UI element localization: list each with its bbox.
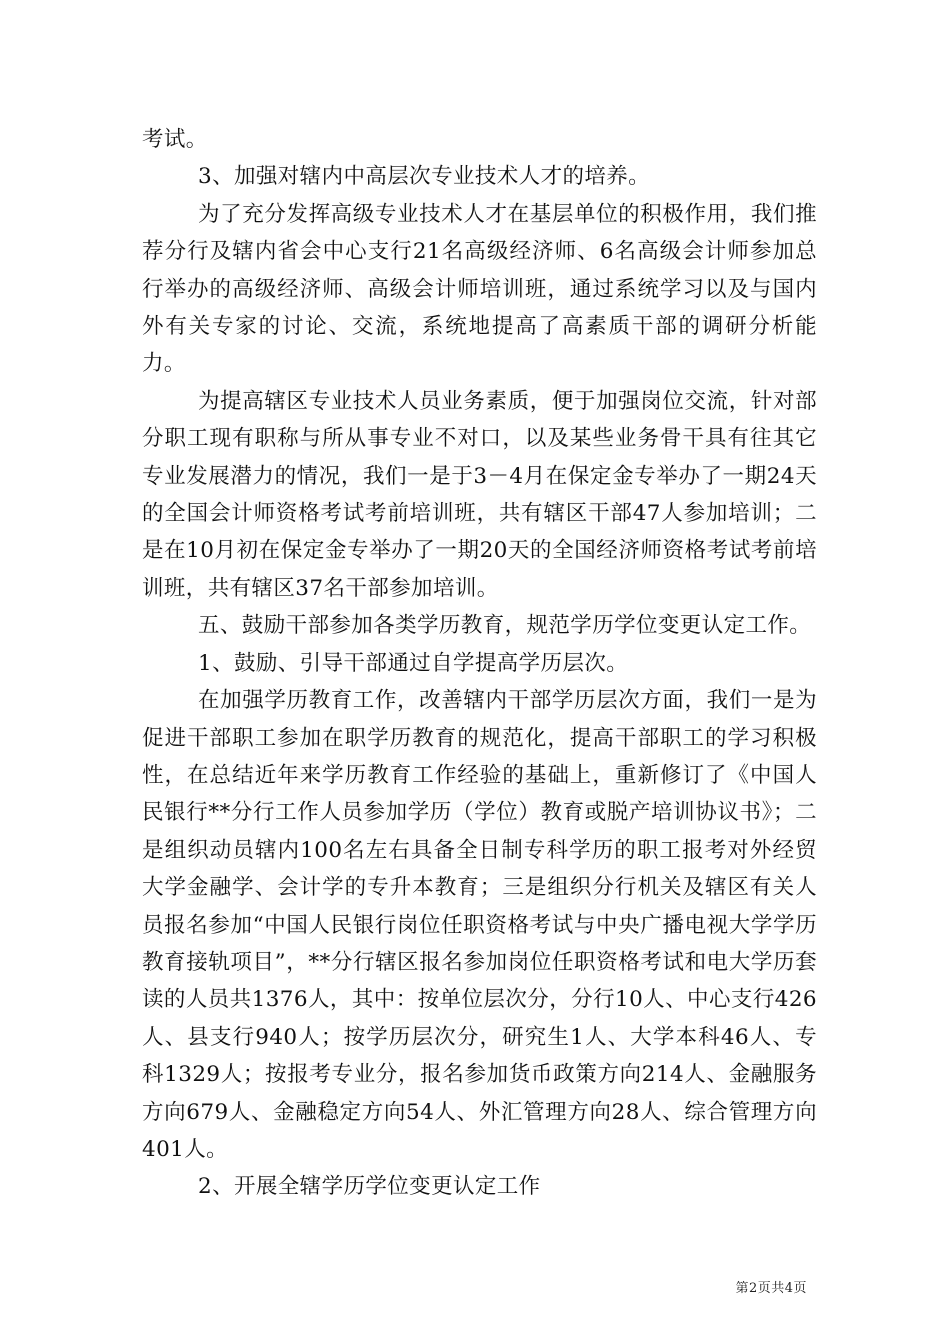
paragraph-2: 3、加强对辖内中高层次专业技术人才的培养。 <box>198 164 651 190</box>
paragraph-1: 考试。 <box>142 127 208 152</box>
paragraph-5: 五、鼓励干部参加各类学历教育，规范学历学位变更认定工作。 <box>198 613 812 639</box>
document-body <box>142 121 817 1206</box>
paragraph-7: 在加强学历教育工作，改善辖内干部学历层次方面，我们一是为促进干部职工参加在职学历教育的规范化，提高干部职工的学习积极性，在总结近年来学历教育工作经验的基础上，重新修订了《中国人民银行**分行工作人员参加学历（学位）教育或脱产培训协议书》；二是组织动员辖内100名左右具备全日制专科学历的职工报考对外经贸大学金融学、会计学的专升本教育；三是组织分行机关及辖区有关人员报名参加“中国人民银行岗位任职资格考试与中央广播电视大学学历教育接轨项目”，**分行辖区报名参加岗位任职资格考试和电大学历套读的人员共1376人，其中：按单位层次分，分行10人、中心支行426人、县支行940人；按学历层次分，研究生1人、大学本科46人、专科1329人；按报考专业分，报名参加货币政策方向214人、金融服务方向679人、金融稳定方向54人、外汇管理方向28人、综合管理方向401人。 <box>142 688 817 1162</box>
paragraph-6: 1、鼓励、引导干部通过自学提高学历层次。 <box>198 650 629 676</box>
paragraph-3: 为了充分发挥高级专业技术人才在基层单位的积极作用，我们推荐分行及辖内省会中心支行21名高级经济师、6名高级会计师参加总行举办的高级经济师、高级会计师培训班，通过系统学习以及与国内外有关专家的讨论、交流，系统地提高了高素质干部的调研分析能力。 <box>142 201 817 377</box>
paragraph-4: 为提高辖区专业技术人员业务素质，便于加强岗位交流，针对部分职工现有职称与所从事专业不对口，以及某些业务骨干具有往其它专业发展潜力的情况，我们一是于3－4月在保定金专举办了一期24天的全国会计师资格考试考前培训班，共有辖区干部47人参加培训；二是在10月初在保定金专举办了一期20天的全国经济师资格考试考前培训班，共有辖区37名干部参加培训。 <box>142 388 817 601</box>
paragraph-8: 2、开展全辖学历学位变更认定工作 <box>198 1174 541 1200</box>
page-number-footer: 第2页共4页 <box>735 1281 807 1296</box>
